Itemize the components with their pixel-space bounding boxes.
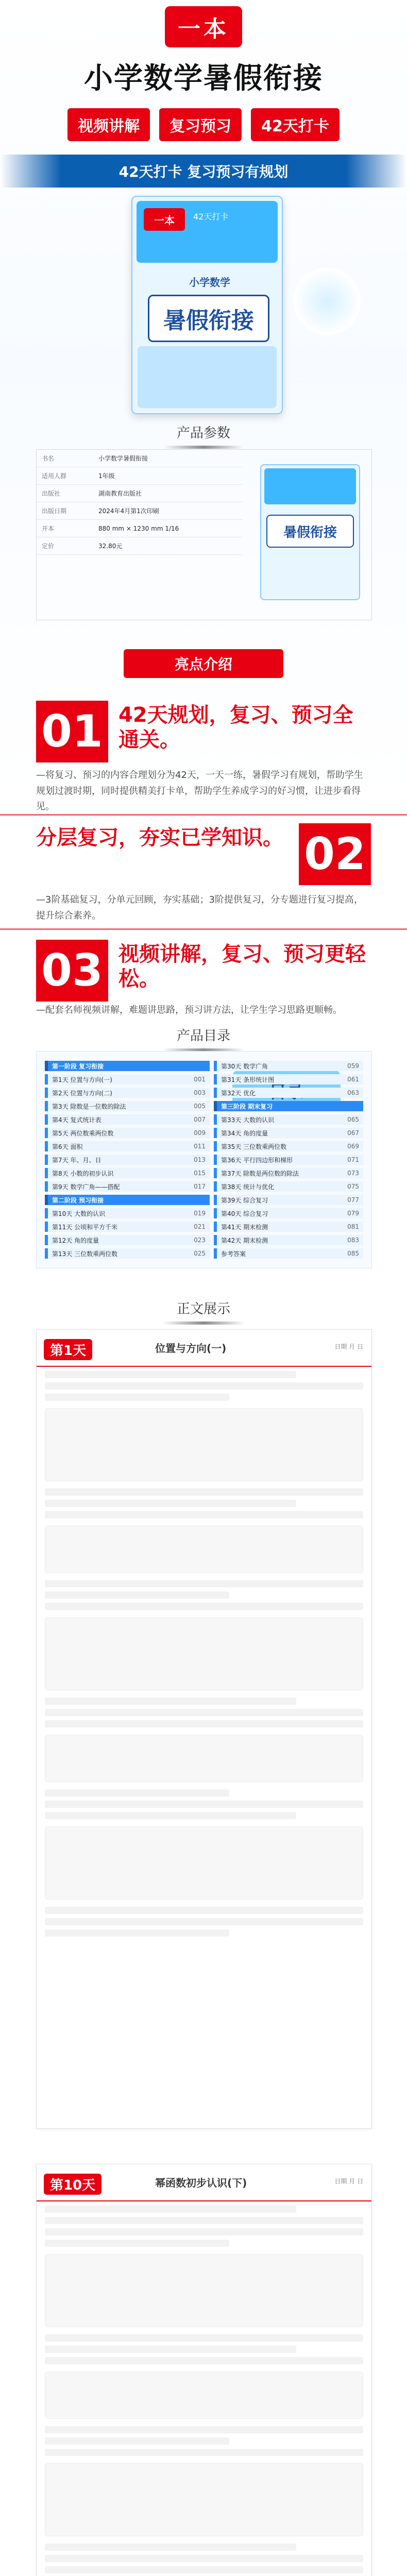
sample-page-2	[36, 2164, 372, 2576]
toc-item	[214, 1114, 363, 1125]
params-panel	[36, 449, 372, 620]
toc-item-page: 085	[347, 1250, 359, 1257]
text-line	[45, 1580, 363, 1587]
params-book-thumb	[260, 464, 360, 600]
text-line	[45, 1591, 229, 1599]
highlight-2-number: 02	[299, 823, 371, 885]
toc-item-page: 063	[347, 1089, 359, 1096]
sample-day-badge: 第10天	[44, 2174, 101, 2195]
toc-item	[45, 1141, 210, 1151]
text-line	[45, 2217, 363, 2224]
toc-item-page: 023	[194, 1236, 206, 1244]
toc-item-label: 第12天 角的度量	[52, 1236, 99, 1244]
toc-item-page: 073	[347, 1170, 359, 1177]
highlight-3-desc: —配套名师视频讲解，难题讲思路，预习讲方法，让学生学习思路更顺畅。	[36, 1005, 342, 1015]
toc-section-header	[214, 1101, 363, 1111]
params-row	[37, 485, 243, 502]
toc-item-page: 079	[347, 1210, 359, 1217]
tag-row	[36, 108, 371, 141]
param-key: 定价	[37, 537, 93, 555]
toc-item-page: 003	[194, 1089, 206, 1096]
toc-item-page: 067	[347, 1129, 359, 1137]
sample-page-header	[37, 2164, 371, 2201]
toc-item	[214, 1061, 363, 1071]
toc-item-page: 021	[194, 1223, 206, 1230]
params-row	[37, 502, 243, 520]
toc-item-page: 013	[194, 1156, 206, 1163]
figure-block	[45, 2254, 363, 2327]
text-line	[45, 2334, 363, 2342]
toc-item-label: 第35天 三位数乘两位数	[221, 1143, 287, 1150]
book-illustration	[138, 346, 277, 408]
toc-item-page: 061	[347, 1076, 359, 1083]
toc-item-page: 075	[347, 1183, 359, 1190]
text-line	[45, 2228, 363, 2235]
highlight-1-number: 01	[36, 701, 108, 762]
figure-block	[45, 1526, 363, 1573]
toc-item-label: 第2天 位置与方向(二)	[52, 1089, 112, 1097]
toc-item-label: 第30天 数学广角	[221, 1062, 268, 1070]
param-key: 出版社	[37, 485, 93, 502]
highlight-divider	[0, 814, 407, 816]
sample-date-meta: 日期 月 日	[334, 1343, 363, 1350]
highlight-1-desc: —将复习、预习的内容合理划分为42天，一天一练，暑假学习有规划，帮助学生规划过渡时期，同时提供精美打卡单，帮助学生养成学习的好习惯，让进步看得见。	[36, 770, 363, 812]
toc-item	[214, 1141, 363, 1151]
toc-item-page: 019	[194, 1210, 206, 1217]
text-line	[45, 1488, 363, 1496]
param-value: 880 mm × 1230 mm 1/16	[93, 520, 243, 537]
figure-block	[45, 2371, 363, 2419]
toc-item-page: 005	[194, 1103, 206, 1110]
highlight-divider	[0, 928, 407, 930]
highlight-2-title: 分层复习，夯实已学知识。	[36, 826, 283, 850]
brand-logo-text: 一本	[178, 16, 229, 42]
toc-item-page: 025	[194, 1250, 206, 1257]
toc-item-page: 017	[194, 1183, 206, 1190]
toc-item	[45, 1222, 210, 1232]
figure-block	[45, 1735, 363, 1782]
page-title: 小学数学暑假衔接	[84, 62, 323, 95]
figure-block	[45, 1826, 363, 1900]
toc-item-label: 第二阶段 预习衔接	[52, 1196, 104, 1204]
toc-item	[214, 1074, 363, 1084]
toc-item-label: 第34天 角的度量	[221, 1129, 268, 1137]
highlight-3-number: 03	[36, 940, 108, 1002]
toc-item	[45, 1074, 210, 1084]
toc-item	[45, 1181, 210, 1192]
toc-item-page: 007	[194, 1116, 206, 1123]
book-subject: 小学数学	[189, 276, 230, 289]
text-line	[45, 1394, 229, 1401]
figure-block	[45, 1617, 363, 1690]
toc-item-label: 第40天 综合复习	[221, 1210, 268, 1217]
toc-item	[45, 1114, 210, 1125]
toc-item-label: 第一阶段 复习衔接	[52, 1062, 104, 1070]
text-line	[45, 2240, 229, 2247]
toc-item-label: 第36天 平行四边形和梯形	[221, 1156, 293, 1164]
section-divider	[162, 1321, 245, 1325]
text-line	[45, 1709, 363, 1716]
section-sample-title	[0, 1298, 407, 1325]
figure-block	[45, 2463, 363, 2536]
section-toc-label: 产品目录	[176, 1028, 230, 1044]
toc-item	[214, 1208, 363, 1218]
toc-item-label: 第1天 位置与方向(一)	[52, 1076, 112, 1083]
param-key: 出版日期	[37, 502, 93, 520]
text-line	[45, 1812, 296, 1819]
text-line	[45, 1382, 363, 1389]
figure-block	[45, 1408, 363, 1481]
toc-item-label: 第41天 期末检测	[221, 1223, 268, 1231]
toc-item	[214, 1248, 363, 1259]
toc-item-label: 第三阶段 期末复习	[221, 1103, 273, 1110]
highlight-1-title: 42天规划，复习、预习全通关。	[118, 703, 353, 752]
section-toc-title	[0, 1025, 407, 1052]
text-line	[45, 1789, 229, 1797]
param-value: 32.80元	[93, 537, 243, 555]
toc-item-label: 第32天 优化	[221, 1089, 256, 1097]
sample-date-meta: 日期 月 日	[334, 2178, 363, 2185]
text-line	[45, 2357, 363, 2364]
toc-item	[214, 1195, 363, 1205]
tag-2: 复习预习	[159, 108, 242, 141]
toc-item-page: 071	[347, 1156, 359, 1163]
params-row	[37, 450, 243, 467]
text-line	[45, 1929, 229, 1937]
toc-item-page: 065	[347, 1116, 359, 1123]
toc-item-page: 083	[347, 1236, 359, 1244]
highlight-2-desc: —3阶基础复习，分单元回顾，夯实基础；3阶提供复习，分专题进行复习提高，提升综合素养。	[36, 894, 363, 921]
toc-item-label: 第5天 两位数乘两位数	[52, 1129, 114, 1137]
hero	[0, 0, 407, 804]
subtitle-bar: 42天打卡 复习预习有规划	[0, 155, 407, 188]
toc-item-label: 第42天 期末检测	[221, 1236, 268, 1244]
tag-3: 42天打卡	[251, 108, 340, 141]
text-line	[45, 1907, 363, 1914]
sample-topic-title: 位置与方向(一)	[155, 1342, 227, 1354]
param-value: 1年级	[93, 467, 243, 485]
toc-item-page: 001	[194, 1076, 206, 1083]
text-line	[45, 1801, 363, 1808]
toc-item-label: 第8天 小数的初步认识	[52, 1170, 114, 1177]
toc-item	[45, 1128, 210, 1138]
text-line	[45, 1603, 363, 1610]
sample-topic-title: 幂函数初步认识(下)	[155, 2177, 247, 2189]
toc-item-page: 015	[194, 1170, 206, 1177]
toc-item	[214, 1235, 363, 1245]
text-line	[45, 2566, 363, 2573]
toc-right-column	[214, 1061, 363, 1262]
brand-logo	[165, 6, 242, 47]
sample-page-header	[37, 1330, 371, 1367]
toc-item-page: 011	[194, 1143, 206, 1150]
sample-day-badge: 第1天	[44, 1339, 92, 1360]
text-line	[45, 1918, 363, 1925]
text-line	[45, 2449, 363, 2456]
thumb-title: 暑假衔接	[266, 515, 354, 548]
highlights-banner: 亮点介绍	[124, 649, 283, 678]
param-value: 湖南教育出版社	[93, 485, 243, 502]
decor-bubble	[294, 268, 361, 335]
toc-item-label: 第10天 大数的认识	[52, 1210, 106, 1217]
toc-item	[214, 1168, 363, 1178]
toc-item-label: 第6天 面积	[52, 1143, 83, 1150]
toc-item	[214, 1155, 363, 1165]
toc-item-label: 第39天 综合复习	[221, 1196, 268, 1204]
toc-left-column	[45, 1061, 210, 1262]
book-title: 暑假衔接	[148, 295, 269, 342]
text-line	[45, 1371, 296, 1378]
toc-item	[214, 1222, 363, 1232]
section-params-title	[0, 422, 407, 449]
section-params-label: 产品参数	[176, 426, 230, 441]
toc-item-label: 第11天 公顷和平方千米	[52, 1223, 118, 1231]
toc-item	[45, 1208, 210, 1218]
text-line	[45, 2346, 296, 2353]
text-line	[45, 1511, 363, 1518]
text-line	[45, 2555, 363, 2562]
highlight-3-title: 视频讲解，复习、预习更轻松。	[118, 942, 366, 991]
toc-item-label: 第33天 大数的认识	[221, 1116, 275, 1124]
book-badge: 42天打卡	[193, 212, 229, 222]
toc-item	[214, 1181, 363, 1192]
toc-item-page: 059	[347, 1062, 359, 1070]
params-table	[37, 450, 243, 555]
book-cover	[131, 196, 283, 414]
toc-item	[45, 1168, 210, 1178]
param-value: 2024年4月第1次印刷	[93, 502, 243, 520]
book-logo: 一本	[144, 208, 185, 231]
params-row	[37, 520, 243, 537]
text-line	[45, 1500, 296, 1507]
toc-item	[45, 1088, 210, 1098]
toc-item	[45, 1248, 210, 1259]
text-line	[45, 2437, 229, 2445]
toc-item-label: 第9天 数学广角——搭配	[52, 1183, 120, 1191]
toc-item-page: 009	[194, 1129, 206, 1137]
toc-section-header	[45, 1195, 210, 1205]
params-row	[37, 537, 243, 555]
toc-item-label: 第7天 年、月、日	[52, 1156, 101, 1164]
highlights	[0, 690, 407, 1020]
param-key: 开本	[37, 520, 93, 537]
toc-item-label: 第13天 三位数乘两位数	[52, 1250, 118, 1258]
param-key: 适用人群	[37, 467, 93, 485]
toc-section-header	[45, 1061, 210, 1071]
toc-item-label: 第4天 复式统计表	[52, 1116, 101, 1124]
param-key: 书名	[37, 450, 93, 467]
toc-item	[45, 1235, 210, 1245]
toc-item-label: 第37天 除数是两位数的除法	[221, 1170, 299, 1177]
toc-item-label: 参考答案	[221, 1250, 246, 1258]
text-line	[45, 1720, 363, 1727]
section-divider	[162, 446, 245, 449]
sample-page-1	[36, 1329, 372, 2129]
toc-item-page: 069	[347, 1143, 359, 1150]
tag-1: 视频讲解	[67, 108, 150, 141]
toc-item-page: 081	[347, 1223, 359, 1230]
toc-item	[45, 1101, 210, 1111]
text-line	[45, 1698, 296, 1705]
text-line	[45, 2426, 363, 2433]
params-row	[37, 467, 243, 485]
thumb-top	[264, 468, 356, 504]
text-line	[45, 2544, 296, 2551]
toc-item	[214, 1088, 363, 1098]
book-cover-top	[137, 201, 278, 263]
toc-item	[214, 1128, 363, 1138]
toc-item-label: 第38天 统计与优化	[221, 1183, 275, 1191]
toc-item	[45, 1155, 210, 1165]
section-sample-label: 正文展示	[176, 1301, 230, 1317]
param-value: 小学数学暑假衔接	[93, 450, 243, 467]
toc-item-page: 077	[347, 1196, 359, 1204]
text-line	[45, 2206, 296, 2213]
toc-item-label: 第31天 条形统计图	[221, 1076, 275, 1083]
toc-item-label: 第3天 除数是一位数的除法	[52, 1103, 126, 1110]
toc-panel	[36, 1051, 372, 1268]
